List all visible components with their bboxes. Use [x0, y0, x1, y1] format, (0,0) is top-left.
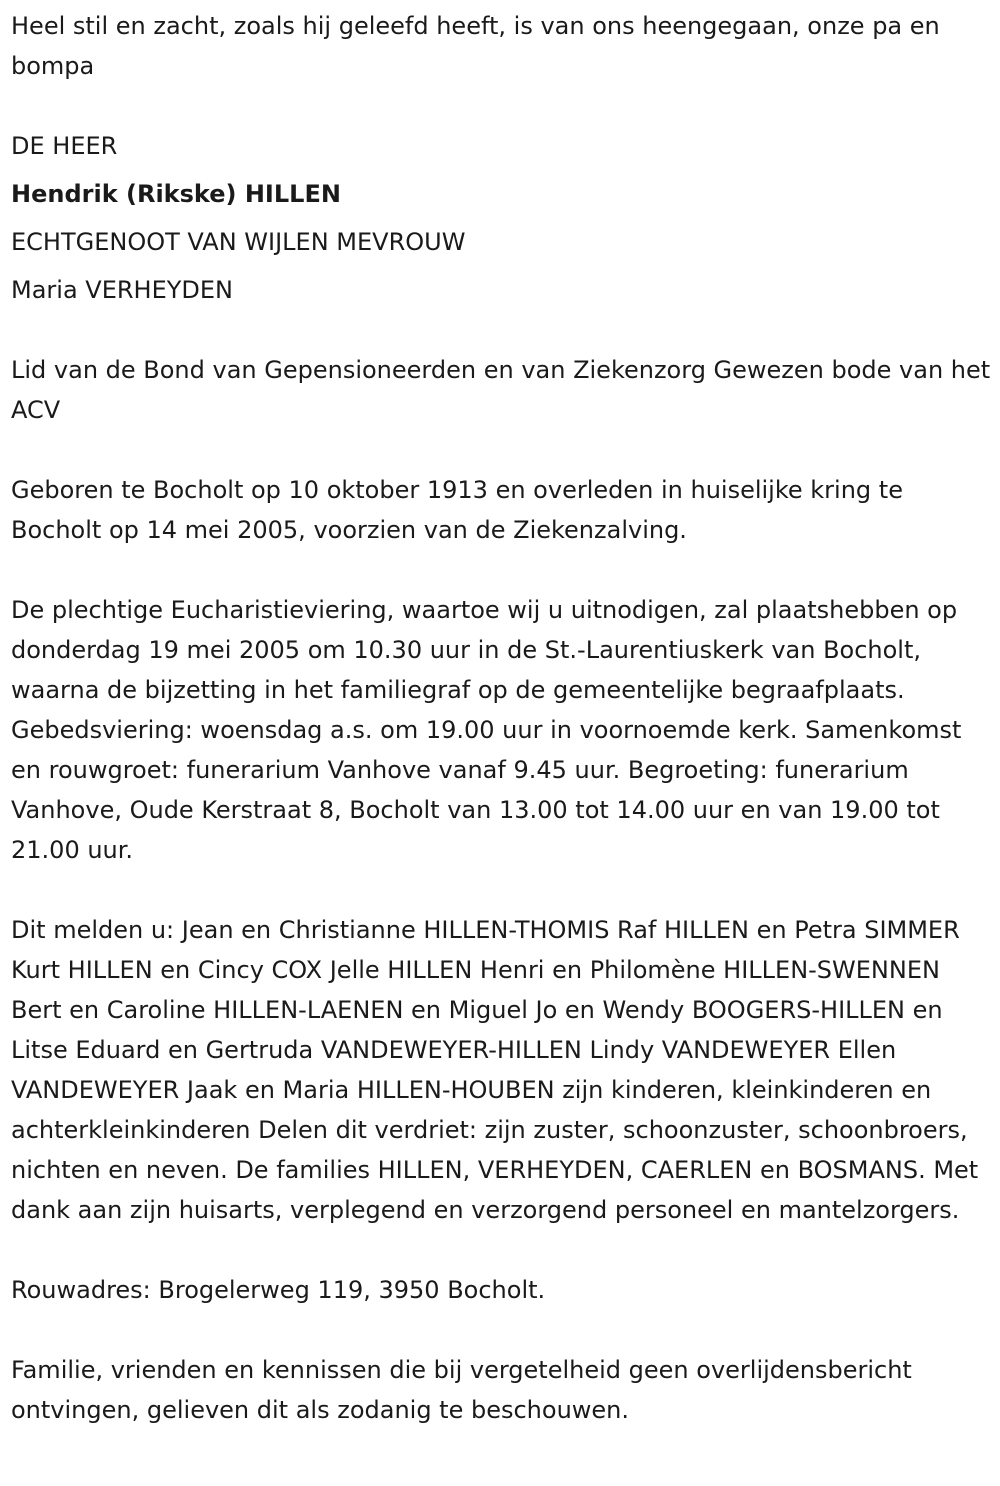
- closing-paragraph: Familie, vrienden en kennissen die bij vergetelheid geen overlijdensbericht ontvingen, gelieven dit als zodanig te beschouwen.: [11, 1356, 912, 1424]
- title-line: DE HEER: [11, 132, 118, 160]
- family-paragraph: Dit melden u: Jean en Christianne HILLEN-THOMIS Raf HILLEN en Petra SIMMER Kurt HILLEN en Cincy COX Jelle HILLEN Henri en Philomène HILLEN-SWENNEN Bert en Caroline HILLEN-LAENEN en Miguel Jo en Wendy BOOGERS-HILLEN en Litse Eduard en Gertruda VANDEWEYER-HILLEN Lindy VANDEWEYER Ellen VANDEWEYER Jaak en Maria HILLEN-HOUBEN zijn kinderen, kleinkinderen en achterkleinkinderen Delen dit verdriet: zijn zuster, schoonzuster, schoonbroers, nichten en neven. De families HILLEN, VERHEYDEN, CAERLEN en BOSMANS. Met dank aan zijn huisarts, verplegend en verzorgend personeel en mantelzorgers.: [11, 916, 979, 1224]
- deceased-name: Hendrik (Rikske) HILLEN: [11, 180, 341, 208]
- birth-death-paragraph: Geboren te Bocholt op 10 oktober 1913 en overleden in huiselijke kring te Bocholt op 14 mei 2005, voorzien van de Ziekenzalving.: [11, 476, 903, 544]
- ceremony-paragraph: De plechtige Eucharistieviering, waartoe wij u uitnodigen, zal plaatshebben op donderdag 19 mei 2005 om 10.30 uur in de St.-Laurentiuskerk van Bocholt, waarna de bijzetting in het familiegraf op de gemeentelijke begraafplaats. Gebedsviering: woensdag a.s. om 19.00 uur in voornoemde kerk. Samenkomst en rouwgroet: funerarium Vanhove vanaf 9.45 uur. Begroeting: funerarium Vanhove, Oude Kerstraat 8, Bocholt van 13.00 tot 14.00 uur en van 19.00 tot 21.00 uur.: [11, 596, 962, 864]
- spouse-name: Maria VERHEYDEN: [11, 276, 234, 304]
- deceased-header: [11, 126, 996, 310]
- address-paragraph: Rouwadres: Brogelerweg 119, 3950 Bocholt.: [11, 1276, 546, 1304]
- intro-paragraph: Heel stil en zacht, zoals hij geleefd heeft, is van ons heengegaan, onze pa en bompa: [11, 12, 940, 80]
- membership-paragraph: Lid van de Bond van Gepensioneerden en van Ziekenzorg Gewezen bode van het ACV: [11, 356, 991, 424]
- spouse-line: ECHTGENOOT VAN WIJLEN MEVROUW: [11, 228, 466, 256]
- obituary-text: [11, 6, 996, 1470]
